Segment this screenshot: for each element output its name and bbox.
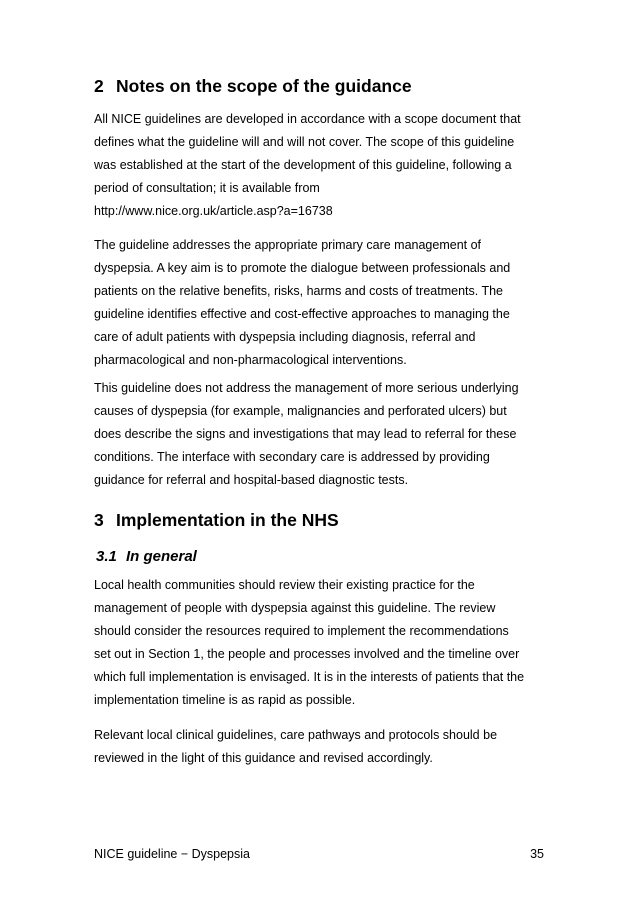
text-line: care of adult patients with dyspepsia including diagnosis, referral and <box>94 330 476 345</box>
text-line: should consider the resources required to implement the recommendations <box>94 624 509 639</box>
text-line: management of people with dyspepsia against this guideline. The review <box>94 601 496 616</box>
text-line: which full implementation is envisaged. It is in the interests of patients that the <box>94 670 525 685</box>
text-line: defines what the guideline will and will not cover. The scope of this guideline <box>94 135 515 150</box>
scope-url-text: http://www.nice.org.uk/article.asp?a=16738 <box>94 204 333 219</box>
text-line: guideline identifies effective and cost-effective approaches to managing the <box>94 307 510 322</box>
section-number: 2 <box>94 76 104 96</box>
text-line: The guideline addresses the appropriate primary care management of <box>94 238 482 252</box>
text-line: Local health communities should review their existing practice for the <box>94 578 475 592</box>
section-title: Implementation in the NHS <box>116 510 339 530</box>
subsection-number: 3.1 <box>96 548 117 565</box>
footer-page-number: 35 <box>530 847 544 861</box>
text-line: pharmacological and non-pharmacological interventions. <box>94 353 407 368</box>
text-line: was established at the start of the development of this guideline, following a <box>94 158 512 173</box>
paragraph-local-health-communities <box>94 574 524 713</box>
text-line: dyspepsia. A key aim is to promote the dialogue between professionals and <box>94 261 511 276</box>
text-line: guidance for referral and hospital-based diagnostic tests. <box>94 473 409 488</box>
text-line: causes of dyspepsia (for example, malignancies and perforated ulcers) but <box>94 404 507 419</box>
subsection-title: In general <box>126 548 197 565</box>
text-line: implementation timeline is as rapid as possible. <box>94 693 356 708</box>
text-line: conditions. The interface with secondary care is addressed by providing <box>94 450 490 465</box>
text-line: patients on the relative benefits, risks, harms and costs of treatments. The <box>94 284 503 299</box>
text-line: does describe the signs and investigations that may lead to referral for these <box>94 427 517 442</box>
paragraph-scope-document <box>94 108 521 223</box>
text-line: reviewed in the light of this guidance and revised accordingly. <box>94 751 433 766</box>
footer-document-title: NICE guideline − Dyspepsia <box>94 847 250 861</box>
paragraph-guideline-addresses <box>94 234 510 373</box>
subsection-3-1-heading <box>96 548 197 566</box>
text-line: This guideline does not address the management of more serious underlying <box>94 381 519 395</box>
section-number: 3 <box>94 510 104 530</box>
text-line: Relevant local clinical guidelines, care pathways and protocols should be <box>94 728 498 742</box>
section-title: Notes on the scope of the guidance <box>116 76 412 96</box>
paragraph-relevant-guidelines <box>94 724 497 770</box>
section-3-heading <box>94 510 339 530</box>
text-line: All NICE guidelines are developed in accordance with a scope document that <box>94 112 521 126</box>
paragraph-does-not-address <box>94 377 519 492</box>
text-line: set out in Section 1, the people and processes involved and the timeline over <box>94 647 520 662</box>
section-2-heading <box>94 76 412 96</box>
text-line: period of consultation; it is available from <box>94 181 320 196</box>
